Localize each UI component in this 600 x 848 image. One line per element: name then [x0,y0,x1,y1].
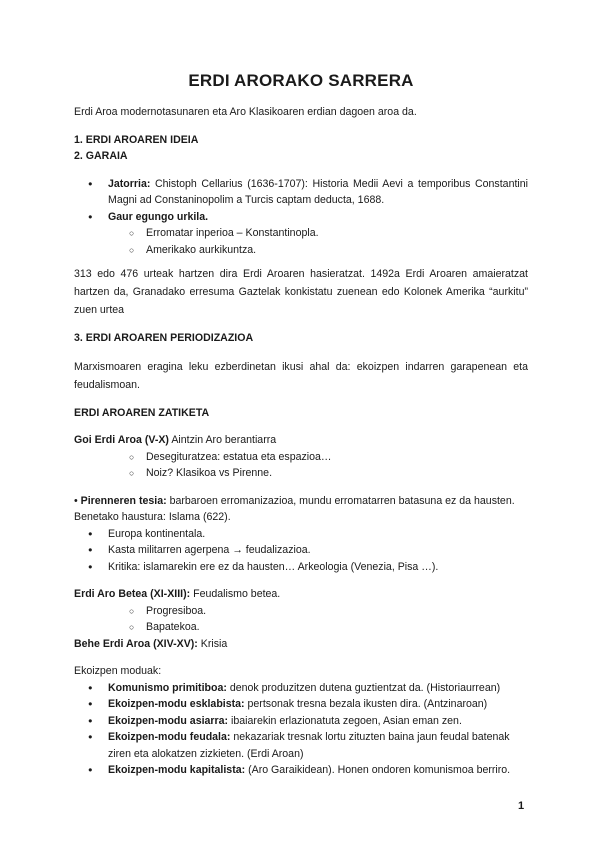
betea-sublist [74,603,528,636]
list-item [74,762,528,779]
item-text: denok produzitzen dutena guztientzat da. (Historiaurrean) [226,681,501,694]
zatiketa-heading: ERDI AROAREN ZATIKETA [74,406,210,419]
item-text: nekazariak tresnak lortu zituzten baina jaun feudal batenak ziren eta alokatzen zizkieten. (Erdi Aroan) [108,731,510,760]
item-label: Jatorria: [108,177,151,190]
list-item [74,696,528,713]
item-label: Gaur egungo urkila. [108,210,209,223]
sub-list-item: ○ Desegituratzea: estatua eta espazioa… [74,449,528,466]
behe-erdi-aroa [74,636,528,653]
goi-erdi-aroa [74,432,528,449]
goi-text: Aintzin Aro berantiarra [168,434,277,446]
document-page [74,70,528,779]
erdi-aro-betea [74,586,528,603]
list-item [74,729,528,762]
sub-list-item: ○ Progresiboa. [74,603,528,620]
sub-list-item: ○ Erromatar inperioa – Konstantinopla. [74,225,528,242]
list-item: ● Kritika: islamarekin ere ez da hausten… Arkeologia (Venezia, Pisa …). [74,559,528,576]
sub-list-item: ○ Bapatekoa. [74,619,528,636]
item-text: (Aro Garaikidean). Honen ondoren komunismoa berriro. [245,764,511,776]
list-item: ● Europa kontinentala. [74,526,528,543]
list-item [74,680,528,697]
item-label: Ekoizpen-modu esklabista: [108,698,245,710]
item-label: Komunismo primitiboa: [108,681,227,694]
section-heading-garaia: 2. GARAIA [74,150,128,162]
page-number: 1 [518,800,525,812]
ekoizpen-heading: Ekoizpen moduak: [74,665,162,677]
section-heading-periodizazioa: 3. ERDI AROAREN PERIODIZAZIOA [74,332,254,344]
list-item [74,713,528,730]
bullet-glyph: • [74,494,81,507]
item-label: Ekoizpen-modu kapitalista: [108,764,246,776]
garaia-list [74,176,528,259]
list-item [74,209,528,226]
item-text: Chistoph Cellarius (1636-1707): Historia Medii Aevi a temporibus Constantini Magni ad Constaninopolim a Turcis captam deducta, 1688. [108,177,528,206]
ekoizpen-list [74,680,528,779]
list-item [74,176,528,209]
intro-paragraph: Erdi Aroa modernotasunaren eta Aro Klasikoaren erdian dagoen aroa da. [74,106,417,118]
betea-text: Feudalismo betea. [190,588,281,600]
behe-text: Krisia [197,637,228,650]
haustura-line: Benetako haustura: Islama (622). [74,511,231,523]
goi-label: Goi Erdi Aroa (V-X) [74,434,169,446]
page-title: ERDI ARORAKO SARRERA [188,71,414,90]
dates-paragraph: 313 edo 476 urteak hartzen dira Erdi Aroaren hasieratzat. 1492a Erdi Aroaren amaieratzat hartzen da, Granadako erresuma Gaztelak konkistatu zuenean edo Kolonek Amerika “aurkitu” zuen urtea [74,268,528,316]
pirenne-paragraph [74,493,528,510]
section-heading-ideia: 1. ERDI AROAREN IDEIA [74,133,199,146]
goi-sublist [74,449,528,482]
pirenne-list [74,526,528,576]
item-text: ibaiarekin erlazionatuta zegoen, Asian eman zen. [228,714,462,727]
marxismo-paragraph: Marxismoaren eragina leku ezberdinetan ikusi ahal da: ekoizpen indarren garapenean eta feudalismoan. [74,360,528,391]
pirenne-label: Pirenneren tesia: [80,494,167,507]
item-label: Ekoizpen-modu asiarra: [108,714,229,727]
betea-label: Erdi Aro Betea (XI-XIII): [74,588,191,600]
sub-list-item: ○ Amerikako aurkikuntza. [74,242,528,259]
sub-list-item: ○ Noiz? Klasikoa vs Pirenne. [74,465,528,482]
pirenne-text: barbaroen erromanizazioa, mundu erromatarren batasuna ez da hausten. [166,494,515,507]
behe-label: Behe Erdi Aroa (XIV-XV): [74,637,198,650]
item-text: pertsonak tresna bezala ikusten dira. (Antzinaroan) [244,698,488,710]
list-item: ● Kasta militarren agerpena → feudalizazioa. [74,542,528,559]
item-label: Ekoizpen-modu feudala: [108,731,231,743]
